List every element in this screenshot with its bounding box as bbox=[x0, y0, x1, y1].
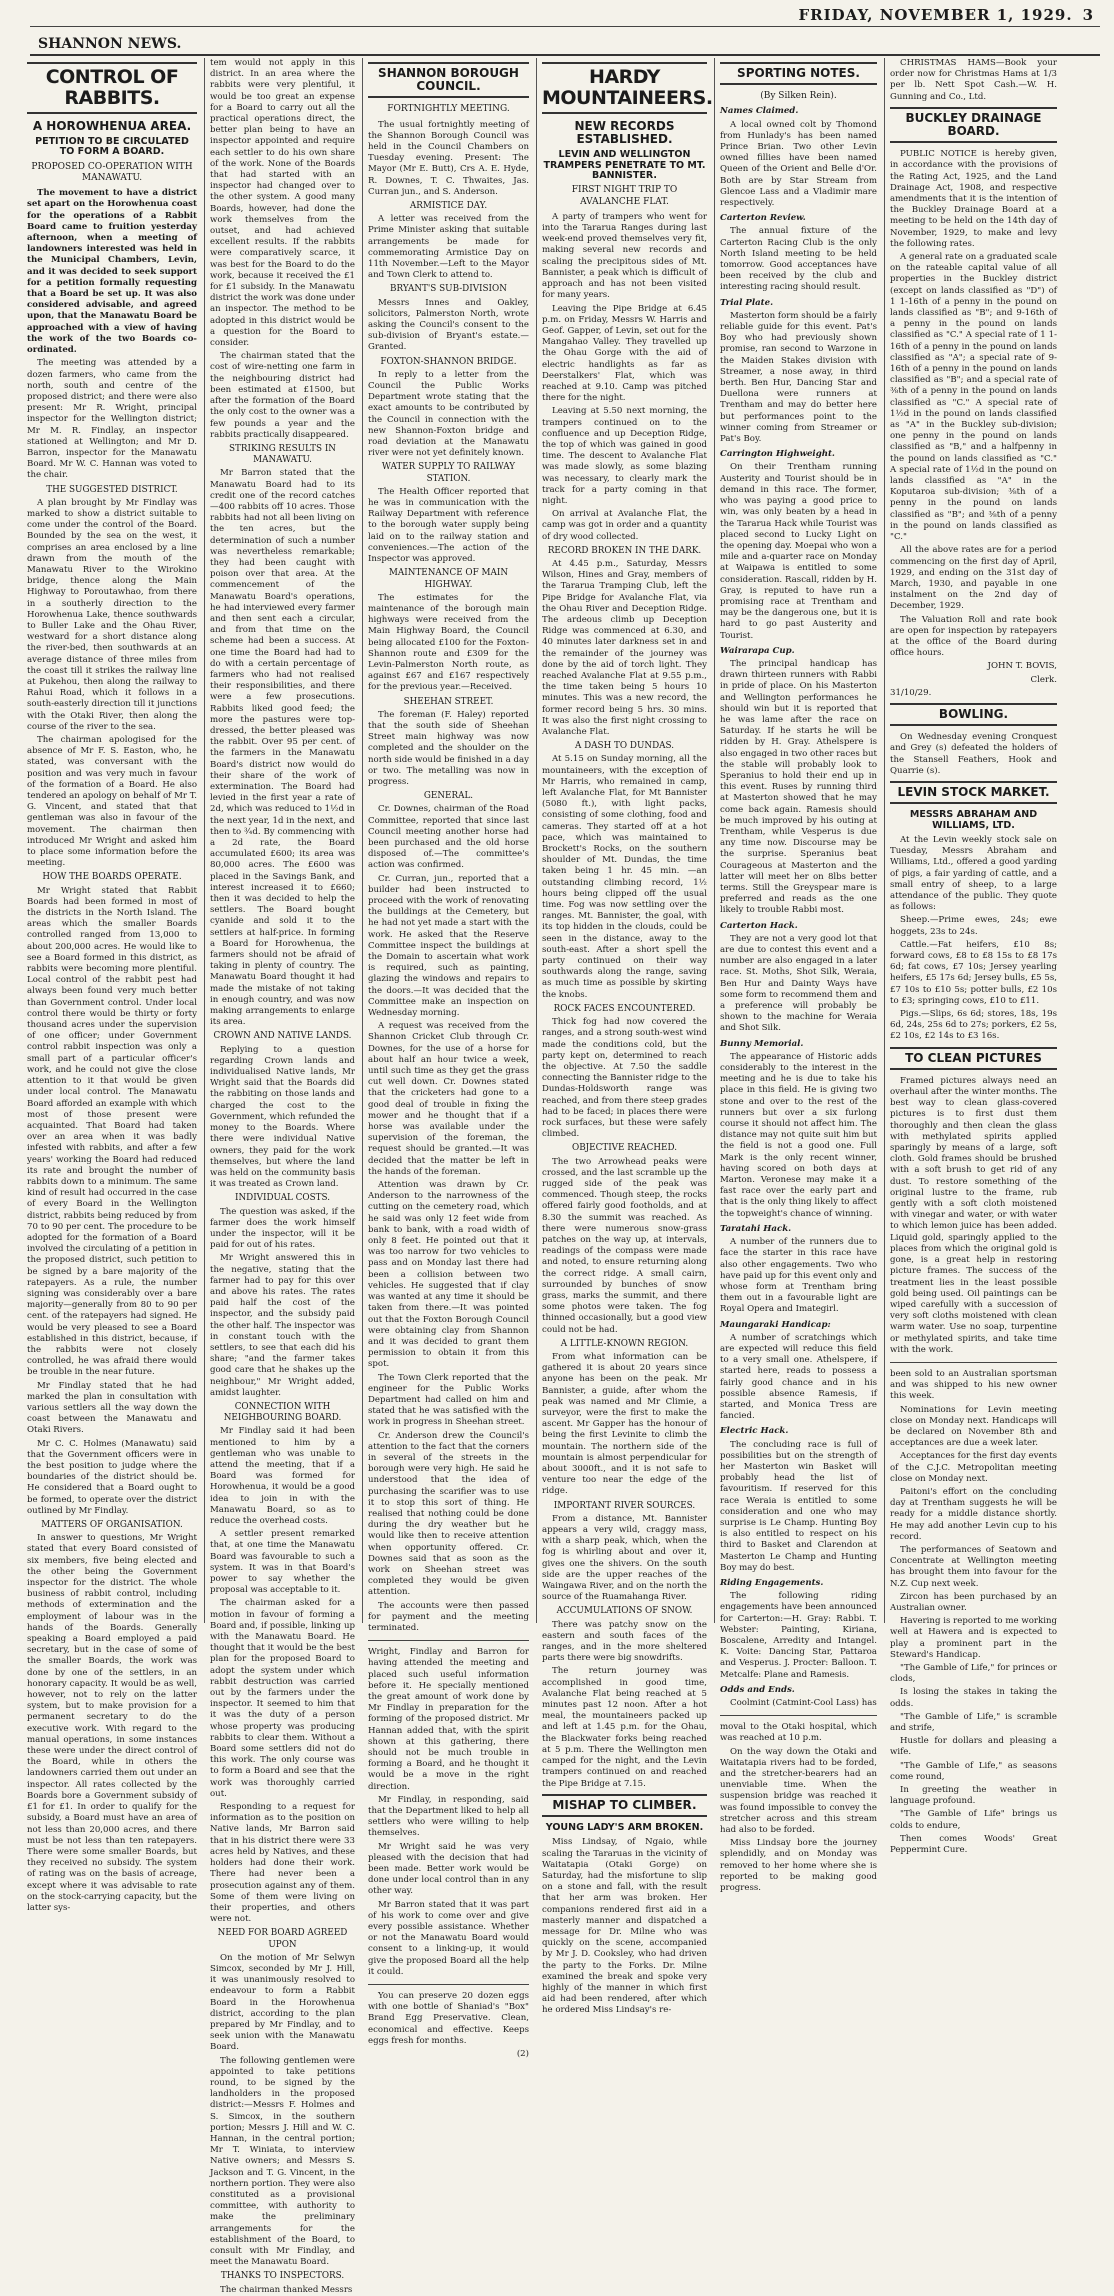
headline-borough-council: SHANNON BOROUGH COUNCIL. bbox=[368, 62, 529, 98]
section-heading: Carterton Hack. bbox=[720, 920, 798, 931]
section-heading: CROWN AND NATIVE LANDS. bbox=[213, 1031, 352, 1042]
section-heading: Maungaraki Handicap: bbox=[720, 1319, 831, 1330]
paragraph: A party of trampers who went for into the Tararua Ranges during last week-end proved themselves very fit, making several new records and scaling the precipitous sides of Mt. Bannister, a peak which is difficult of approach and has not been visited for many years. bbox=[542, 211, 707, 301]
paragraph: The chairman thanked Messrs bbox=[220, 2284, 353, 2295]
column-rabbits bbox=[22, 58, 202, 1913]
divider bbox=[368, 1640, 529, 1641]
paragraph: The return journey was accomplished in good time, Avalanche Flat being reached at 5 minutes past 12 noon. After a hot meal, the mountaineers packed up and left at 1.45 p.m. for the Ohau, the Blackwater forks being reached at 5 p.m. There the Wellington men camped for the night, and the Levin trampers continued on and reached the Pipe Bridge at 7.15. bbox=[542, 1666, 707, 1789]
section-heading: Bunny Memorial. bbox=[720, 1038, 804, 1049]
headline-stock-market: LEVIN STOCK MARKET. bbox=[890, 781, 1057, 804]
paragraph: Miss Lindsay bore the journey splendidly, and on Monday was removed to her home where she is reported to be making good progress. bbox=[720, 1838, 877, 1894]
paragraph: Messrs Innes and Oakley, solicitors, Palmerston North, wrote asking the Council's consent to the sub-division of Bryant's estate.—Granted. bbox=[368, 297, 529, 353]
paragraph: The chairman stated that the cost of wire-netting one farm in the neighbouring district had been estimated at £1500, but after the formation of the Board the only cost to the owner was a few pounds a year and the rabbits practically disappeared. bbox=[210, 351, 355, 440]
paragraph: A plan brought by Mr Findlay was marked to show a district suitable to come under the control of the Board. Bounded by the sea on the west, it comprises an area enclosed by a line drawn from the mouth of the Manawatu River to the Wirokino bridge, thence along the Main Highway to Poroutawhao, from there in a southerly direction to the Horowhenua Lake, thence southwards to Buller Lake and the Ohau River, westward for a short distance along the river-bed, then southwards at an average distance of three miles from the coast till it strikes the railway line at Pukehou, then along the railway to Rahui Road, which it follows in a south-easterly direction till it junctions with the Otaki River, then along the course of the river to the sea. bbox=[27, 497, 197, 732]
section-heading: HOW THE BOARDS OPERATE. bbox=[42, 872, 182, 883]
section-heading: THE SUGGESTED DISTRICT. bbox=[46, 484, 178, 495]
subhead-mishap: YOUNG LADY'S ARM BROKEN. bbox=[545, 1821, 704, 1833]
paragraph: On Wednesday evening Cronquest and Grey (s) defeated the holders of the Stansell Feathers, Hook and Quarrie (s). bbox=[890, 732, 1057, 776]
headline-sporting-notes: SPORTING NOTES. bbox=[720, 62, 877, 85]
paragraph: A request was received from the Shannon Cricket Club through Cr. Downes, for the use of a horse for about half an hour twice a week, until such time as they get the grass cut well down. Cr. Downes stated that the cricketers had gone to a good deal of trouble in fixing the mower and he thought that if a horse was available under the supervision of the foreman, the request should be granted.—It was decided that the matter be left in the hands of the foreman. bbox=[368, 1021, 529, 1177]
advertisement-number: (2) bbox=[516, 2049, 529, 2060]
paragraph: Miss Lindsay, of Ngaio, while scaling the Tararuas in the vicinity of Waitatapia (Otaki Gorge) on Saturday, had the misfortune to slip on a stone and fall, with the result that her arm was broken. Her companions rendered first aid in a masterly manner and dispatched a message for Dr. Milne who was quickly on the scene, accompanied by Mr J. D. Cooksley, who had driven the party to the Forks. Dr. Milne examined the break and spoke very highly of the manner in which first aid had been rendered, after which he ordered Miss Lindsay's re- bbox=[542, 1837, 707, 2016]
paragraph: The annual fixture of the Carterton Racing Club is the only North Island meeting to be held tomorrow. Good acceptances have been received by the club and interesting racing should result. bbox=[720, 226, 877, 293]
paragraph: The Town Clerk reported that the engineer for the Public Works Department had called on him and stated that he was satisfied with the work in progress in Sheehan street. bbox=[368, 1372, 529, 1428]
paragraph: Thick fog had now covered the ranges, and a strong south-west wind made the conditions cold, but the party kept on, determined to reach the objective. At 7.50 the saddle connecting the Bannister ridge to the Dundas-Holdsworth range was reached, and from there steep grades had to be faced; in places there were rock surfaces, but these were safely climbed. bbox=[542, 1017, 707, 1140]
page-number: 3 bbox=[1082, 6, 1094, 24]
paragraph: At 4.45 p.m., Saturday, Messrs Wilson, Hines and Gray, members of the Tararua Tramping Club, left the Pipe Bridge for Avalanche Flat, via the Ohau River and Deception Ridge. The ardeous climb up Deception Ridge was commenced at 6.30, and 40 minutes later darkness set in and the remainder of the journey was done by the aid of torch light. They reached Avalanche Flat at 9.55 p.m., the time taken being 5 hours 10 minutes. This was a new record, the former record being 5 hrs. 30 mins. It was also the first night crossing to Avalanche Flat. bbox=[542, 558, 707, 738]
paragraph: tem would not apply in this district. In an area where the rabbits were very plentiful, it would be too great an expense for a Board to carry out all the practical operations direct, the better plan being to have an inspector appointed and require each settler to do his own share of the work. None of the Boards that had started with an inspector had changed over to the other system. A good many Boards, however, had done the work themselves from the outset, and had achieved excellent results. If the rabbits were comparatively scarce, it was best for the Board to do the work, because it received the £1 for £1 subsidy. In the Manawatu district the work was done under an inspector. The method to be adopted in this district would be a question for the Board to consider. bbox=[210, 58, 355, 349]
verse-line: "The Gamble of Life," as seasons come round, bbox=[890, 1760, 1057, 1782]
paragraph: The accounts were then passed for payment and the meeting terminated. bbox=[368, 1600, 529, 1633]
paragraph: At 5.15 on Sunday morning, all the mountaineers, with the exception of Mr Harris, who remained in camp, left Avalanche Flat, for Mt Bannister (5080 ft.), with light packs, consisting of some clothing, food and cameras. They started off at a hot pace, which was maintained to Brockett's Rocks, on the southern shoulder of Mt. Dundas, the time taken being 1 hr. 45 min. —an outstanding climbing record, 1½ hours being clipped off the usual time. Fog was now settling over the ranges. Mt. Bannister, the goal, with its top hidden in the clouds, could be seen in the distance, away to the south-east. After a short spell the party continued on their way southwards along the range, saving as much time as possible by skirting the knobs. bbox=[542, 754, 707, 1000]
verse-line: "The Gamble of Life," is scramble and strife, bbox=[890, 1711, 1057, 1734]
deck2-rabbits: PROPOSED CO-OPERATION WITH MANAWATU. bbox=[31, 161, 193, 184]
section-heading: STRIKING RESULTS IN MANAWATU. bbox=[228, 443, 337, 466]
section-heading: Wairarapa Cup. bbox=[720, 645, 795, 656]
headline-rabbits: CONTROL OF RABBITS. bbox=[27, 62, 197, 114]
paragraph: A letter was received from the Prime Minister asking that suitable arrangements be made for commemorating Armistice Day on 11th November.—Left to the Mayor and Town Clerk to attend to. bbox=[368, 214, 529, 281]
paragraph: At the Levin weekly stock sale on Tuesday, Messrs Abraham and Williams, Ltd., offered a good yarding of pigs, a fair yarding of cattle, and a small entry of sheep, to a large attendance of the public. They quote as follows: bbox=[890, 835, 1057, 913]
section-heading: Riding Engagements. bbox=[720, 1577, 824, 1588]
verse-line: Is losing the stakes in taking the odds. bbox=[890, 1687, 1057, 1709]
deck2-mountaineers: FIRST NIGHT TRIP TO AVALANCHE FLAT. bbox=[571, 185, 678, 207]
paragraph: The chairman asked for a motion in favour of forming a Board and, if possible, linking up with the Manawatu Board. He thought that it would be the best plan for the proposed Board to adopt the system under which rabbit destruction was carried out by the farmers under the inspector. It seemed to him that it was the duty of a person whose property was producing rabbits to clear them. Without a Board some settlers did not do this work. The only course was to form a Board and see that the work was thoroughly carried out. bbox=[210, 1598, 355, 1799]
paragraph: The performances of Seatown and Concentrate at Wellington meeting has brought them into favour for the N.Z. Cup next week. bbox=[890, 1544, 1057, 1589]
deck-mountaineers: LEVIN AND WELLINGTON TRAMPERS PENETRATE TO MT. BANNISTER. bbox=[543, 149, 706, 182]
section-heading: INDIVIDUAL COSTS. bbox=[234, 1193, 331, 1204]
headline-mountaineers: HARDY MOUNTAINEERS. bbox=[542, 62, 707, 114]
paragraph: Mr Findlay said it had been mentioned to him by a gentleman who was unable to attend the meeting, that if a Board was formed for Horowhenua, it would be a good idea to join in with the Manawatu Board, so as to reduce the overhead costs. bbox=[210, 1426, 355, 1526]
section-heading: Names Claimed. bbox=[720, 106, 799, 117]
paragraph: The appearance of Historic adds considerably to the interest in the meeting and he is due to take his place in this field. He is giving two stone and over to the rest of the runners but over a six furlong course it should not affect him. The distance may not quite suit him but the field is not a good one. Full Mark is the only recent winner, having scored on both days at Marton. Veronese may make it a fast race over the early part and that is the only thing likely to affect the topweight's chance of winning. bbox=[720, 1051, 877, 1219]
paragraph: Mr Barron stated that it was part of his work to come over and give every possible assistance. Whether or not the Manawatu Board would consent to a linking-up, it would give the proposed Board all the help it could. bbox=[368, 1899, 529, 1977]
paragraph: PUBLIC NOTICE is hereby given, in accordance with the provisions of the Rating Act, 1925, and the Land Drainage Act, 1908, and respective amendments that it is the intention of the Buckley Drainage Board at a meeting to be held on the 14th day of November, 1929, to make and levy the following rates. bbox=[890, 149, 1057, 249]
lead-paragraph: The movement to have a district set apart on the Horowhenua coast for the operations of a Rabbit Board came to fruition yesterday afternoon, when a meeting of landowners interested was held in the Municipal Chambers, Levin, and it was decided to seek support for a petition formally requesting that a Board be set up. It was also considered advisable, and agreed upon, that the Manawatu Board be approached with a view of having the work of the two Boards co-ordinated. bbox=[27, 188, 197, 356]
paragraph: The foreman (F. Haley) reported that the south side of Sheehan Street main highway was now completed and the shoulder on the north side would be finished in a day or two. The metalling was now in progress. bbox=[368, 709, 530, 787]
paragraph: A settler present remarked that, at one time the Manawatu Board was favourable to such a system. It was in that Board's power to say whether the proposal was acceptable to it. bbox=[210, 1529, 355, 1596]
paragraph: Mr Findlay stated that he had marked the plan in consultation with various settlers all the way down the coast between the Manawatu and Otaki Rivers. bbox=[27, 1380, 197, 1436]
paragraph: On the motion of Mr Selwyn Simcox, seconded by Mr J. Hill, it was unanimously resolved to endeavour to form a Rabbit Board in the Horowhenua district, according to the plan prepared by Mr Findlay, and to seek union with the Manawatu Board. bbox=[210, 1952, 355, 2053]
advertisement-christmas-hams: CHRISTMAS HAMS—Book your order now for Christmas Hams at 1/3 per lb. Nett Spot Cash.—W. H. Gunning and Co., Ltd. bbox=[890, 58, 1057, 102]
column-sporting-notes bbox=[714, 58, 882, 1894]
paragraph: Pigs.—Slips, 6s 6d; stores, 18s, 19s 6d, 24s, 25s 6d to 27s; porkers, £2 5s, £2 10s, £2 14s to £3 16s. bbox=[890, 1009, 1057, 1042]
section-heading: FOXTON-SHANNON BRIDGE. bbox=[380, 356, 517, 367]
column-rabbits-continued bbox=[204, 58, 360, 2295]
advertisement-egg-preservative: You can preserve 20 dozen eggs with one bottle of Shaniad's "Box" Brand Egg Preservative. Clean, economical and effective. Keeps eggs fresh for months. bbox=[368, 1991, 529, 2046]
paragraph: The following gentlemen were appointed to take petitions round, to be signed by the landholders in the proposed district:—Messrs F. Holmes and S. Simcox, in the southern portion; Messrs J. Hill and W. C. Hannan, in the central portion; Mr T. Winiata, to interview Native owners; and Messrs S. Jackson and T. G. Vincent, in the northern portion. They were also constituted as a provisional committee, with authority to make the preliminary arrangements for the establishment of the Board, to consult with Mr Findlay, and meet the Manawatu Board. bbox=[210, 2055, 355, 2268]
paragraph: Masterton form should be a fairly reliable guide for this event. Pat's Boy who had previously shown promise, ran second to Warzone in the Maiden Stakes division with Streamer, a nose away, in third berth. Ben Hur, Dancing Star and Duellona were runners at Trentham and may do better here but performances point to the winner coming from Streamer or Pat's Boy. bbox=[720, 310, 877, 445]
deck-rabbits: PETITION TO BE CIRCULATED TO FORM A BOARD. bbox=[35, 135, 189, 158]
paragraph: Cr. Downes, chairman of the Road Committee, reported that since last Council meeting another horse had been purchased and the old horse disposed of.—The committee's action was confirmed. bbox=[368, 804, 529, 871]
paragraph: Cattle.—Fat heifers, £10 8s; forward cows, £8 to £8 15s to £8 17s 6d; fat cows, £7 10s; Jersey yearling heifers, £5 17s 6d; Jersey bulls, £5 5s, £7 10s to £10 5s; potter bulls, £2 10s to £3; springing cows, £10 to £11. bbox=[890, 939, 1057, 1006]
masthead-rule-bottom bbox=[30, 54, 1100, 56]
divider bbox=[890, 1362, 1057, 1363]
paragraph: been sold to an Australian sportsman and was shipped to his new owner this week. bbox=[890, 1368, 1057, 1402]
section-heading: NEED FOR BOARD AGREED UPON bbox=[217, 1928, 348, 1950]
section-heading: ACCUMULATIONS OF SNOW. bbox=[556, 1606, 693, 1617]
verse-line: "The Gamble of Life," for princes or clods, bbox=[890, 1663, 1057, 1685]
section-heading: Electric Hack. bbox=[720, 1426, 789, 1437]
section-heading: Taratahi Hack. bbox=[720, 1223, 792, 1234]
paragraph: Attention was drawn by Cr. Anderson to the narrowness of the cutting on the cemetery road, which he said was only 12 feet wide from bank to bank, with a road width of only 8 feet. He pointed out that it was too narrow for two vehicles to pass and on Monday last there had been a collision between two vehicles. He suggested that if clay was wanted at any time it should be taken from there.—It was pointed out that the Foxton Borough Council were obtaining clay from Shannon and it was decided to grant them permission to obtain it from this spot. bbox=[368, 1180, 529, 1370]
verse-line: Then comes Woods' Great Peppermint Cure. bbox=[890, 1833, 1057, 1856]
paragraph: Cr. Anderson drew the Council's attention to the fact that the corners in several of the streets in the borough were very high. He said he understood that the idea of purchasing the scarifier was to use it to stop this sort of thing. He realised that nothing could be done during the dry weather but he would like then to receive attention when opportunity offered. Cr. Downes said that as soon as the work on Sheehan street was completed they would be given attention. bbox=[368, 1430, 529, 1598]
issue-date bbox=[798, 6, 1094, 24]
paragraph: Responding to a request for information as to the position on Native lands, Mr Barron said that in his district there were 33 acres held by Natives, and these holders had done their work. There had never been a prosecution against any of them. Some of them were living on their properties, and others were not. bbox=[210, 1802, 355, 1925]
section-heading: BRYANT'S SUB-DIVISION bbox=[390, 284, 507, 295]
section-heading: IMPORTANT RIVER SOURCES. bbox=[553, 1500, 696, 1511]
section-heading: ROCK FACES ENCOUNTERED. bbox=[553, 1003, 696, 1014]
paragraph: The usual fortnightly meeting of the Shannon Borough Council was held in the Council Chambers on Tuesday evening. Present: The Mayor (Mr E. Butt), Crs A. E. Hyde, R. Downes, T. C. Thwaites, Jas. Curran jun., and S. Anderson. bbox=[368, 119, 529, 197]
section-heading: CONNECTION WITH NEIGHBOURING BOARD. bbox=[223, 1401, 342, 1424]
paragraph: Mr Wright stated that Rabbit Boards had been formed in most of the districts in the North Island. The areas which the smaller Boards controlled ranged from 13,000 to about 200,000 acres. He would like to see a Board formed in this district, as rabbits were becoming more plentiful. Local control of the rabbit pest had always been found very much better than Government control. Under local control there would be thirty or forty thousand acres under the supervision of one officer; under Government control rabbit inspection was only a small part of a particular officer's work, and he could not give the close attention to it that would be given under local control. The Manawatu Board afforded an example with which most of those present were acquainted. That Board had taken over an area when it was badly infested with rabbits, and after a few years' working the Board had reduced its rate and brought the number of rabbits down to a minimum. The same kind of result had occurred in the case of every Board in the Wellington district, rabbits being reduced by from 70 to 90 per cent. The procedure to be adopted for the formation of a Board involved the circulating of a petition in the proposed district, such petition to be signed by a bare majority of the ratepayers. As a rule, the number signing was considerably over a bare majority—generally from 80 to 90 per cent. of the ratepayers had signed. He would be very pleased to see a Board established in this district, because, if the rabbits were not closely controlled, he was afraid there would be trouble in the near future. bbox=[27, 885, 197, 1378]
paragraph: The chairman apologised for the absence of Mr F. S. Easton, who, he stated, was conversant with the position and was very much in favour of the formation of a Board. He also tendered an apology on behalf of Mr T. G. Vincent, and stated that that gentleman was also in favour of the movement. The chairman then introduced Mr Wright and asked him to place some information before the meeting. bbox=[27, 735, 197, 869]
headline-mishap: MISHAP TO CLIMBER. bbox=[542, 1794, 707, 1817]
section-heading: Carrington Highweight. bbox=[720, 449, 835, 460]
column-borough-council bbox=[362, 58, 534, 2060]
divider bbox=[368, 1984, 529, 1985]
paragraph: moval to the Otaki hospital, which was reached at 10 p.m. bbox=[720, 1722, 877, 1744]
section-heading: Odds and Ends. bbox=[720, 1684, 795, 1695]
paragraph: Zircon has been purchased by an Australian owner. bbox=[890, 1591, 1057, 1613]
notice-date: 31/10/29. bbox=[890, 687, 932, 698]
section-heading: MAINTENANCE OF MAIN HIGHWAY. bbox=[388, 568, 509, 590]
verse-line: Hustle for dollars and pleasing a wife. bbox=[890, 1736, 1057, 1758]
paragraph: In reply to a letter from the Council the Public Works Department wrote stating that the exact amounts to be contributed by the Council in connection with the new Shannon-Foxton bridge and road deviation at the Manawatu river were not yet definitely known. bbox=[368, 369, 529, 459]
section-heading: OBJECTIVE REACHED. bbox=[571, 1143, 678, 1154]
subhead-rabbits: A HOROWHENUA AREA. bbox=[32, 118, 192, 133]
paragraph: Mr Findlay, in responding, said that the Department liked to help all settlers who were willing to help themselves. bbox=[368, 1794, 529, 1839]
paragraph: On arrival at Avalanche Flat, the camp was got in order and a quantity of dry wood collected. bbox=[542, 509, 707, 542]
paragraph: Coolmint (Catmint-Cool Lass) has bbox=[730, 1698, 877, 1709]
byline: (By Silken Rein). bbox=[760, 91, 837, 102]
section-heading: RECORD BROKEN IN THE DARK. bbox=[547, 545, 702, 556]
section-heading: Trial Plate. bbox=[720, 297, 774, 308]
subhead-stock-market: MESSRS ABRAHAM AND WILLIAMS, LTD. bbox=[909, 809, 1038, 831]
signature-name: JOHN T. BOVIS, bbox=[987, 661, 1057, 672]
section-heading: THANKS TO INSPECTORS. bbox=[220, 2271, 345, 2282]
paragraph: The concluding race is full of possibilities but on the strength of her Masterton win Basket will probably head the list of favouritism. If reserved for this race Weraia is entitled to some consideration and one who may surprise is Le Champ. Hunting Boy is also entitled to respect on his third to Basket and Clarendon at Masterton Le Champ and Hunting Boy may do best. bbox=[720, 1439, 877, 1573]
paragraph: A general rate on a graduated scale on the rateable capital value of all properties in the Buckley district (except on lands classified as "D") of 1 1-16th of a penny in the pound on lands classified as "B"; and 9-16th of a penny in the pound on lands classified as "C." A special rate of 1 1-16th of a penny in the pound on lands classified as "A"; a special rate of 9-16th of a penny in the pound on lands classified as "B"; and a special rate of ⅜th of a penny in the pound on lands classified as "C." A special rate of 1½d in the pound on lands classified as "A" in the Buckley sub-division; one penny in the pound on lands classified as "B," and a halfpenny in the pound on lands classified as "C." A special rate of 1½d in the pound on lands classified as "A" in the Koputaroa sub-division; ⅜th of a penny in the pound on lands classified as "B"; and ⅜th of a penny in the pound on lands classified as "C." bbox=[890, 252, 1057, 543]
paragraph: On the way down the Otaki and Waitatapia rivers had to be forded, and the stretcher-bearers had an unenviable time. When the suspension bridge was reached it was found impossible to convey the stretcher across and this stream had also to be forded. bbox=[720, 1746, 877, 1836]
headline-drainage-board: BUCKLEY DRAINAGE BOARD. bbox=[890, 107, 1057, 143]
paragraph: There was patchy snow on the eastern and south faces of the ranges, and in the more sheltered parts there were big snowdrifts. bbox=[542, 1619, 707, 1664]
headline-clean-pictures: TO CLEAN PICTURES bbox=[890, 1047, 1057, 1070]
paragraph: Mr Wright answered this in the negative, stating that the farmer had to pay for this over and above his rates. The rates paid half the cost of the inspector, and the subsidy paid the other half. The inspector was in constant touch with the settlers, to see that each did his share; "and the farmer takes good care that he shakes up the neighbour," Mr Wright added, amidst laughter. bbox=[210, 1253, 355, 1398]
section-heading: GENERAL. bbox=[423, 791, 474, 802]
section-heading: WATER SUPPLY TO RAILWAY STATION. bbox=[381, 462, 516, 484]
paragraph: The meeting was attended by a dozen farmers, who came from the north, south and centre of the proposed district; and there were also present: Mr R. Wright, principal inspector for the Wellington district; Mr M. R. Findlay, an inspector stationed at Wellington; and Mr D. Barron, inspector for the Manawatu Board. Mr W. C. Hannan was voted to the chair. bbox=[27, 358, 197, 481]
paragraph: The Valuation Roll and rate book are open for inspection by ratepayers at the office of the Board during office hours. bbox=[890, 614, 1057, 659]
paragraph: Sheep.—Prime ewes, 24s; ewe hoggets, 23s to 24s. bbox=[890, 915, 1057, 937]
paragraph: Framed pictures always need an overhaul after the winter months. The best way to clean glass-covered pictures is to first dust them thoroughly and then clean the glass with methylated spirits applied sparingly by means of a large, soft cloth. Gold frames should be brushed with a soft brush to get rid of any dust. To restore something of the original lustre to the frame, rub gently with a soft cloth moistened with vinegar and water, or with water to which lemon juice has been added. Liquid gold, sparingly applied to the places from which the original gold is gone, is a great help in restoring picture frames. The success of the treatment lies in the least possible gold being used. Oil paintings can be wiped carefully with a succession of very soft cloths moistened with clean warm water. Use no soap, turpentine or methylated spirits, and take time with the work. bbox=[890, 1075, 1057, 1355]
section-heading: A DASH TO DUNDAS. bbox=[574, 741, 674, 752]
paragraph: Mr Barron stated that the Manawatu Board had to its credit one of the record catches—400 rabbits off 10 acres. Those rabbits had not all been living on the ten acres, but the determination of such a number was nevertheless remarkable; they had been caught with poison over that area. At the commencement of the Manawatu Board's operations, he had interviewed every farmer and then sent each a circular, and from that time on the scheme had been a success. At one time the Board had had to do with a certain percentage of farmers who had not realised their responsibilities, and there were a few prosecutions. Rabbits liked good feed; the more the pastures were top-dressed, the better pleased was the rabbit. Over 95 per cent. of the farmers in the Manawatu Board's district now would do their share of the work of extermination. The Board had levied in the first year a rate of 2d, which was reduced to 1½d in the next year, 1d in the next, and then to ¾d. By commencing with a 2d rate, the Board accumulated £600; its area was 80,000 acres. The £600 was placed in the Savings Bank, and interest increased it to £660; then it was decided to help the settlers. The Board bought cyanide and sold it to the settlers at half-price. In forming a Board for Horowhenua, the farmers should not be afraid of taking in plenty of country. The Manawatu Board thought it had made the mistake of not taking in enough country, and was now making arrangements to enlarge its area. bbox=[210, 468, 355, 1028]
signature-role: Clerk. bbox=[1030, 674, 1057, 685]
subhead-mountaineers: NEW RECORDS ESTABLISHED. bbox=[574, 118, 675, 146]
paragraph: Acceptances for the first day events of the C.J.C. Metropolitan meeting close on Monday next. bbox=[890, 1451, 1057, 1484]
date-text: FRIDAY, NOVEMBER 1, 1929. bbox=[798, 6, 1073, 24]
paragraph: They are not a very good lot that are due to contest this event and a number are also engaged in a later race. St. Moths, Shot Silk, Weraia, Ben Hur and Dainty Ways have some form to recommend them and a preference will probably be shown to the machine for Weraia and Shot Silk. bbox=[720, 933, 877, 1034]
column-mountaineers bbox=[536, 58, 713, 2016]
section-heading: Carterton Review. bbox=[720, 213, 806, 224]
verse-line: "The Gamble of Life" brings us colds to endure, bbox=[890, 1809, 1057, 1831]
verse-line: In greeting the weather in language profound. bbox=[890, 1785, 1057, 1807]
paragraph: The two Arrowhead peaks were crossed, and the last scramble up the rugged side of the peak was commenced. Though steep, the rocks offered fairly good footholds, and at 8.30 the summit was reached. As there were numerous snow-grass patches on the way up, at intervals, readings of the compass were made and noted, to ensure returning along the correct ridge. A small cairn, surrounded by bunches of snow grass, marks the summit, and there some photos were taken. The fog thinned occasionally, but a good view could not be had. bbox=[542, 1156, 707, 1335]
paragraph: From what information can be gathered it is about 20 years since anyone has been on the peak. Mr Bannister, a guide, after whom the peak was named and Mr Climie, a surveyor, were the first to make the ascent. Mr Gapper has the honour of being the first Levinite to climb the mountain. The northern side of the mountain is almost perpendicular for about 3000ft., and it is not safe to venture too near the edge of the ridge. bbox=[542, 1351, 707, 1497]
section-heading: ARMISTICE DAY. bbox=[409, 201, 488, 211]
paragraph: Havering is reported to me working well at Hawera and is expected to play a prominent part in the Steward's Handicap. bbox=[890, 1616, 1057, 1660]
paragraph: Mr Wright said he was very pleased with the decision that had been made. Better work would be done under local control than in any other way. bbox=[368, 1841, 529, 1897]
headline-bowling: BOWLING. bbox=[890, 703, 1057, 726]
divider bbox=[720, 1715, 877, 1716]
paragraph: The principal handicap has drawn thirteen runners with Rabbi in pride of place. On his Masterton and Wellington performances he should win but it is reported that he was lame after the race on Saturday. If he starts he will be ridden by H. Gray. Athelspere is also engaged in two other races but the stable will probably look to Speranius to hold their end up in this event. Ruses by running third at Masterton showed that he may come back again. Ramesis should be much improved by his outing at Trentham, while Vesperus is due any time now. Discourse may be the surprise. Speranius beat Courageous at Masterton and the latter will meet her on 8lbs better terms. Still the Greyspear mare is preferred and reads as the one likely to trouble Rabbi most. bbox=[720, 658, 877, 916]
paragraph: Mr C. C. Holmes (Manawatu) said that the Government officers were in the best position to judge where the boundaries of the district should be. He considered that a Board ought to be formed, to operate over the district outlined by Mr Findlay. bbox=[27, 1438, 197, 1516]
paragraph: A number of the runners due to face the starter in this race have also other engagements. Two who have paid up for this event only and whose form at Trentham bring them out in a favourable light are Royal Opera and Imategirl. bbox=[720, 1237, 877, 1315]
masthead-rule bbox=[30, 26, 1100, 27]
paragraph: Wright, Findlay and Barron for having attended the meeting and placed such useful information before it. He specially mentioned the great amount of work done by Mr Findlay in preparation for the forming of the proposed district. Mr Hannan added that, with the spirit shown at this gathering, there should not be much trouble in forming a Board, and he thought it would be a move in the right direction. bbox=[368, 1647, 529, 1792]
paragraph: Replying to a question regarding Crown lands and individualised Native lands, Mr Wright said that the Boards did the rabbiting on those lands and charged the cost to the Government, which refunded the money to the Boards. Where there were individual Native owners, they paid for the work themselves, but where the land was held on the community basis it was treated as Crown land. bbox=[210, 1044, 355, 1190]
section-heading: SHEEHAN STREET. bbox=[403, 696, 494, 707]
paragraph: Leaving at 5.50 next morning, the trampers continued on to the confluence and up Deception Ridge, the top of which was gained in good time. The descent to Avalanche Flat was made slowly, as some blazing was necessary, to clearly mark the track for a party coming in that night. bbox=[542, 406, 707, 506]
section-heading: A LITTLE-KNOWN REGION. bbox=[560, 1338, 689, 1349]
subhead-borough-council: FORTNIGHTLY MEETING. bbox=[387, 104, 510, 115]
paragraph: The Health Officer reported that he was in communication with the Railway Department with reference to the borough water supply being laid on to the railway station and conveniences.—The action of the Inspector was approved. bbox=[368, 486, 529, 565]
paragraph: From a distance, Mt. Bannister appears a very wild, craggy mass, with a sharp peak, which, when the fog is whirling about and over it, gives one the shivers. On the south side are the upper reaches of the Waingawa River, and on the north the source of the Ruamahanga River. bbox=[542, 1513, 707, 1603]
paragraph: Nominations for Levin meeting close on Monday next. Handicaps will be declared on November 8th and acceptances are due a week later. bbox=[890, 1404, 1057, 1449]
paragraph: The following riding engagements have been announced for Carterton:—H. Gray: Rabbi. T. Webster: Painting, Kiriana, Boscalene, Arredity and Intangel. K. Voite: Dancing Star, Pattaroa and Vesperus. J. Procter: Balloon. T. Metcalfe: Plane and Ramesis. bbox=[720, 1591, 877, 1680]
paragraph: Leaving the Pipe Bridge at 6.45 p.m. on Friday, Messrs W. Harris and Geof. Gapper, of Levin, set out for the Mangahao Valley. They travelled up the Ohau Gorge with the aid of electric handlights as far as Deerstalkers' Flat, which was reached at 9.10. Camp was pitched there for the night. bbox=[542, 303, 707, 404]
column-notices bbox=[884, 58, 1062, 1856]
paragraph: All the above rates are for a period commencing on the first day of April, 1929, and ending on the 31st day of March, 1930, and payable in one instalment on the 2nd day of December, 1929. bbox=[890, 545, 1057, 612]
paper-name: SHANNON NEWS. bbox=[38, 36, 182, 52]
paragraph: In answer to questions, Mr Wright stated that every Board consisted of six members, five being elected and the other being the Government inspector for the district. The whole business of rabbit control, including methods of extermination and the employment of labour was in the hands of the Boards. Generally speaking a Board employed a paid secretary, but in the case of some of the smaller Boards, the work was done by one of the settlers, in an honorary capacity. It would be as well, however, not to rely on the latter system, but to make provision for a permanent secretary to do the executive work. With regard to the manual operations, in some instances these were under the direct control of the Board, while in others the landowners carried them out under an inspector. All rates collected by the Boards bore a Government subsidy of £1 for £1. In order to qualify for the subsidy, a Board must have an area of not less than 20,000 acres, and there must be not less than ten ratepayers. There were some smaller Boards, but they received no subsidy. The system of rating was on the basis of acreage, except where it was advisable to rate on the stock-carrying capacity, but the latter sys- bbox=[27, 1533, 197, 1913]
paragraph: Paitoni's effort on the concluding day at Trentham suggests he will be ready for a middle distance shortly. He may add another Levin cup to his record. bbox=[890, 1486, 1057, 1542]
paragraph: Cr. Curran, jun., reported that a builder had been instructed to proceed with the work of renovating the buildings at the Cemetery, but he had not yet made a start with the work. He asked that the Reserve Committee inspect the buildings at the Domain to ascertain what work is required, such as painting, glazing the windows and repairs to the doors.—It was decided that the Committee make an inspection on Wednesday morning. bbox=[368, 873, 529, 1019]
paragraph: The question was asked, if the farmer does the work himself under the inspector, will it be paid for out of his rates. bbox=[210, 1206, 355, 1251]
section-heading: MATTERS OF ORGANISATION. bbox=[41, 1520, 183, 1531]
paragraph: A number of scratchings which are expected will reduce this field to a very small one. Athelspere, if started here, reads to possess a fairly good chance and in his possible absence Ramesis, if started, and Monica Tress are fancied. bbox=[720, 1332, 877, 1422]
paragraph: The estimates for the maintenance of the borough main highways were received from the Main Highway Board, the Council being allocated £100 for the Foxton-Shannon route and £309 for the Levin-Palmerston North route, as against £67 and £167 respectively for the previous year.—Received. bbox=[368, 592, 529, 693]
masthead bbox=[0, 0, 1114, 58]
paragraph: On their Trentham running Austerity and Tourist should be in demand in this race. The former, who was paying a good price to win, was only beaten by a head in the Tararua Hack while Tourist was placed second to Lucky Light on the opening day. Moepai who won a mile and a-quarter race on Monday at Waipawa is entitled to some consideration. Rascall, ridden by H. Gray, is reputed to have run a promising race at Trentham and may be the dangerous one, but it is hard to go past Austerity and Tourist. bbox=[720, 462, 877, 641]
paragraph: A local owned colt by Thomond from Hunlady's has been named Prince Brian. Two other Levin owned fillies have been named Queen of the Orient and Belle d'Or. Both are by Star Stream from Glencoe Lass and a Vladimir mare respectively. bbox=[720, 119, 877, 209]
